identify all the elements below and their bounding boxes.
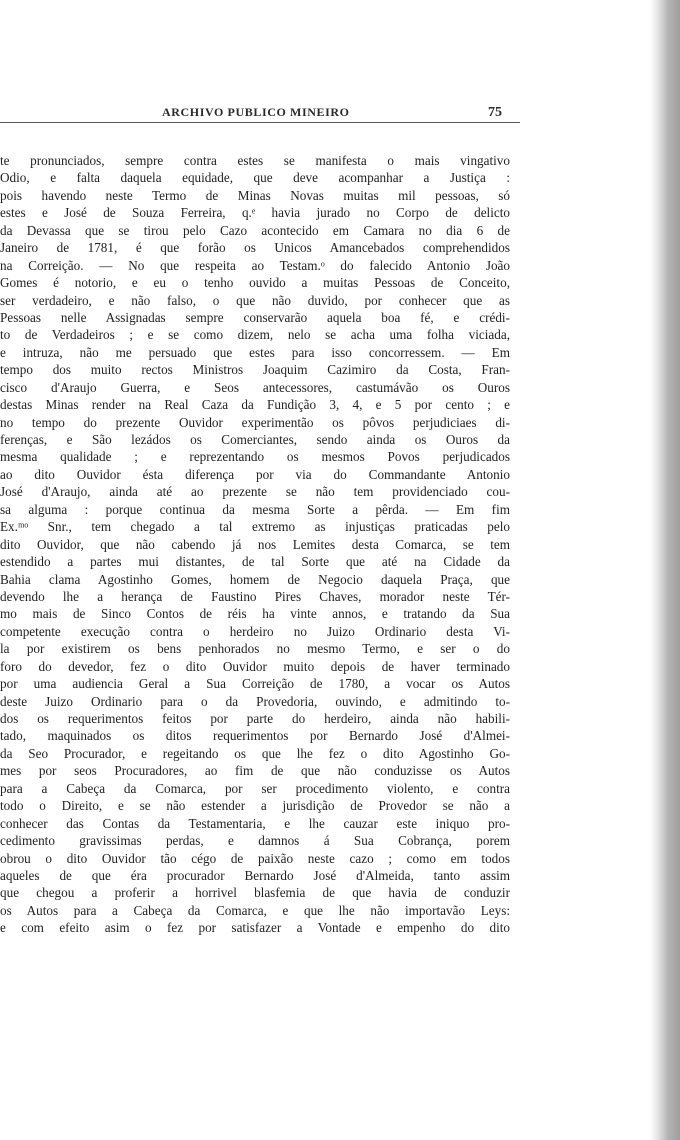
text-line: obrou o dito Ouvidor tão cégo de paixão neste cazo ; como em todos (0, 850, 510, 866)
text-line: estendido a partes mui distantes, de tal Sorte que até na Cidade da (0, 554, 510, 570)
text-line: destas Minas render na Real Caza da Fundição 3, 4, e 5 por cento ; e (0, 397, 510, 413)
text-line: deste Juizo Ordinario para o da Provedoria, ouvindo, e admitindo to- (0, 693, 510, 709)
text-line: Odio, e falta daquela equidade, que deve acompanhar a Justiça : (0, 170, 510, 186)
text-line: tado, maquinados os ditos requerimentos por Bernardo José d'Almei- (0, 728, 510, 744)
text-line: sa alguma : porque continua da mesma Sorte a pêrda. — Em fim (0, 501, 510, 517)
text-line: da Devassa que se tirou pelo Cazo acontecido em Camara no dia 6 de (0, 222, 510, 238)
text-line: te pronunciados, sempre contra estes se manifesta o mais vingativo (0, 153, 510, 168)
text-line: estes e José de Souza Ferreira, q.ᵉ havia jurado no Corpo de delicto (0, 205, 510, 221)
text-line: cedimento gravissimas perdas, e damnos á Sua Cobrança, porem (0, 833, 510, 849)
text-line: Ex.ᵐᵒ Snr., tem chegado a tal extremo as injustiças praticadas pelo (0, 519, 510, 535)
text-line: da Seo Procurador, e regeitando os que lhe fez o dito Agostinho Go- (0, 745, 510, 761)
text-line: e com efeito asim o fez por satisfazer a Vontade e empenho do dito (0, 920, 510, 936)
text-line: Gomes é notorio, e eu o tenho ouvido a muitas Pessoas de Conceito, (0, 275, 510, 291)
header-rule (0, 122, 520, 123)
text-line: ferenças, e São lezádos os Comerciantes, sendo ainda os Ouros da (0, 432, 510, 447)
body-text (0, 152, 510, 937)
page-gutter-shadow (650, 0, 680, 1140)
text-line: mesma qualidade ; e reprezentando os mesmos Povos perjudicados (0, 449, 510, 465)
text-line: José d'Araujo, ainda até ao prezente se não tem providenciado cou- (0, 484, 510, 500)
text-line: la por existirem os bens penhorados no mesmo Termo, e ser o do (0, 641, 510, 657)
running-title: ARCHIVO PUBLICO MINEIRO (162, 105, 350, 119)
text-line: por uma audiencia Geral a Sua Correição de 1780, a vocar os Autos (0, 676, 510, 692)
text-line: devendo lhe a herança de Faustino Pires Chaves, morador neste Tér- (0, 588, 510, 604)
text-line: que chegou a proferir a horrivel blasfemia de que havia de conduzir (0, 885, 510, 901)
text-line: conhecer das Contas da Testamentaria, e lhe cauzar este iniquo pro- (0, 815, 510, 831)
text-line: mes por seos Procuradores, ao fim de que não conduzisse os Autos (0, 763, 510, 779)
text-line: Pessoas nelle Assignadas sempre conservarão aquela boa fé, e crédi- (0, 309, 510, 325)
page-number: 75 (488, 105, 502, 120)
text-line: Janeiro de 1781, é que forão os Unicos Amancebados comprehendidos (0, 240, 510, 256)
text-line: mo mais de Sinco Contos de réis ha vinte annos, e tratando da Sua (0, 606, 510, 622)
text-line: os Autos para a Cabeça da Comarca, e que lhe não importavão Leys: (0, 902, 510, 918)
text-line: cisco d'Araujo Guerra, e Seos antecessores, castumávão os Ouros (0, 379, 510, 395)
text-line: Bahia clama Agostinho Gomes, homem de Negocio daquela Praça, que (0, 571, 510, 587)
text-line: tempo dos muito rectos Ministros Joaquim Cazimiro da Costa, Fran- (0, 362, 510, 378)
text-line: to de Verdadeiros ; e se como dizem, nelo se acha uma folha viciada, (0, 327, 510, 343)
text-line: na Correição. — No que respeita ao Testam.ᵒ do falecido Antonio João (0, 257, 510, 273)
text-line: para a Cabeça da Comarca, por ser procedimento violento, e contra (0, 780, 510, 796)
text-line: dito Ouvidor, que não cabendo já nos Lemites desta Comarca, se tem (0, 536, 510, 552)
text-line: todo o Direito, e se não estender a jurisdição de Provedor se não a (0, 798, 510, 814)
text-line: no tempo do prezente Ouvidor experimentão os pôvos perjudiciaes di- (0, 414, 510, 430)
text-line: aqueles de que éra procurador Bernardo José d'Almeida, tanto assim (0, 867, 510, 883)
text-line: dos os requerimentos feitos por parte do herdeiro, ainda não habili- (0, 711, 510, 726)
text-line: ao dito Ouvidor ésta diferença por via do Commandante Antonio (0, 466, 510, 482)
text-line: e intruza, não me persuado que estes para isso concorressem. — Em (0, 344, 510, 360)
text-line: ser verdadeiro, e não falso, o que não duvido, por conhecer que as (0, 292, 510, 308)
text-line: foro do devedor, fez o dito Ouvidor muito depois de haver terminado (0, 658, 510, 674)
text-line: competente execução contra o herdeiro no Juizo Ordinario desta Vi- (0, 623, 510, 639)
text-line: pois havendo neste Termo de Minas Novas muitas mil pessoas, só (0, 187, 510, 203)
